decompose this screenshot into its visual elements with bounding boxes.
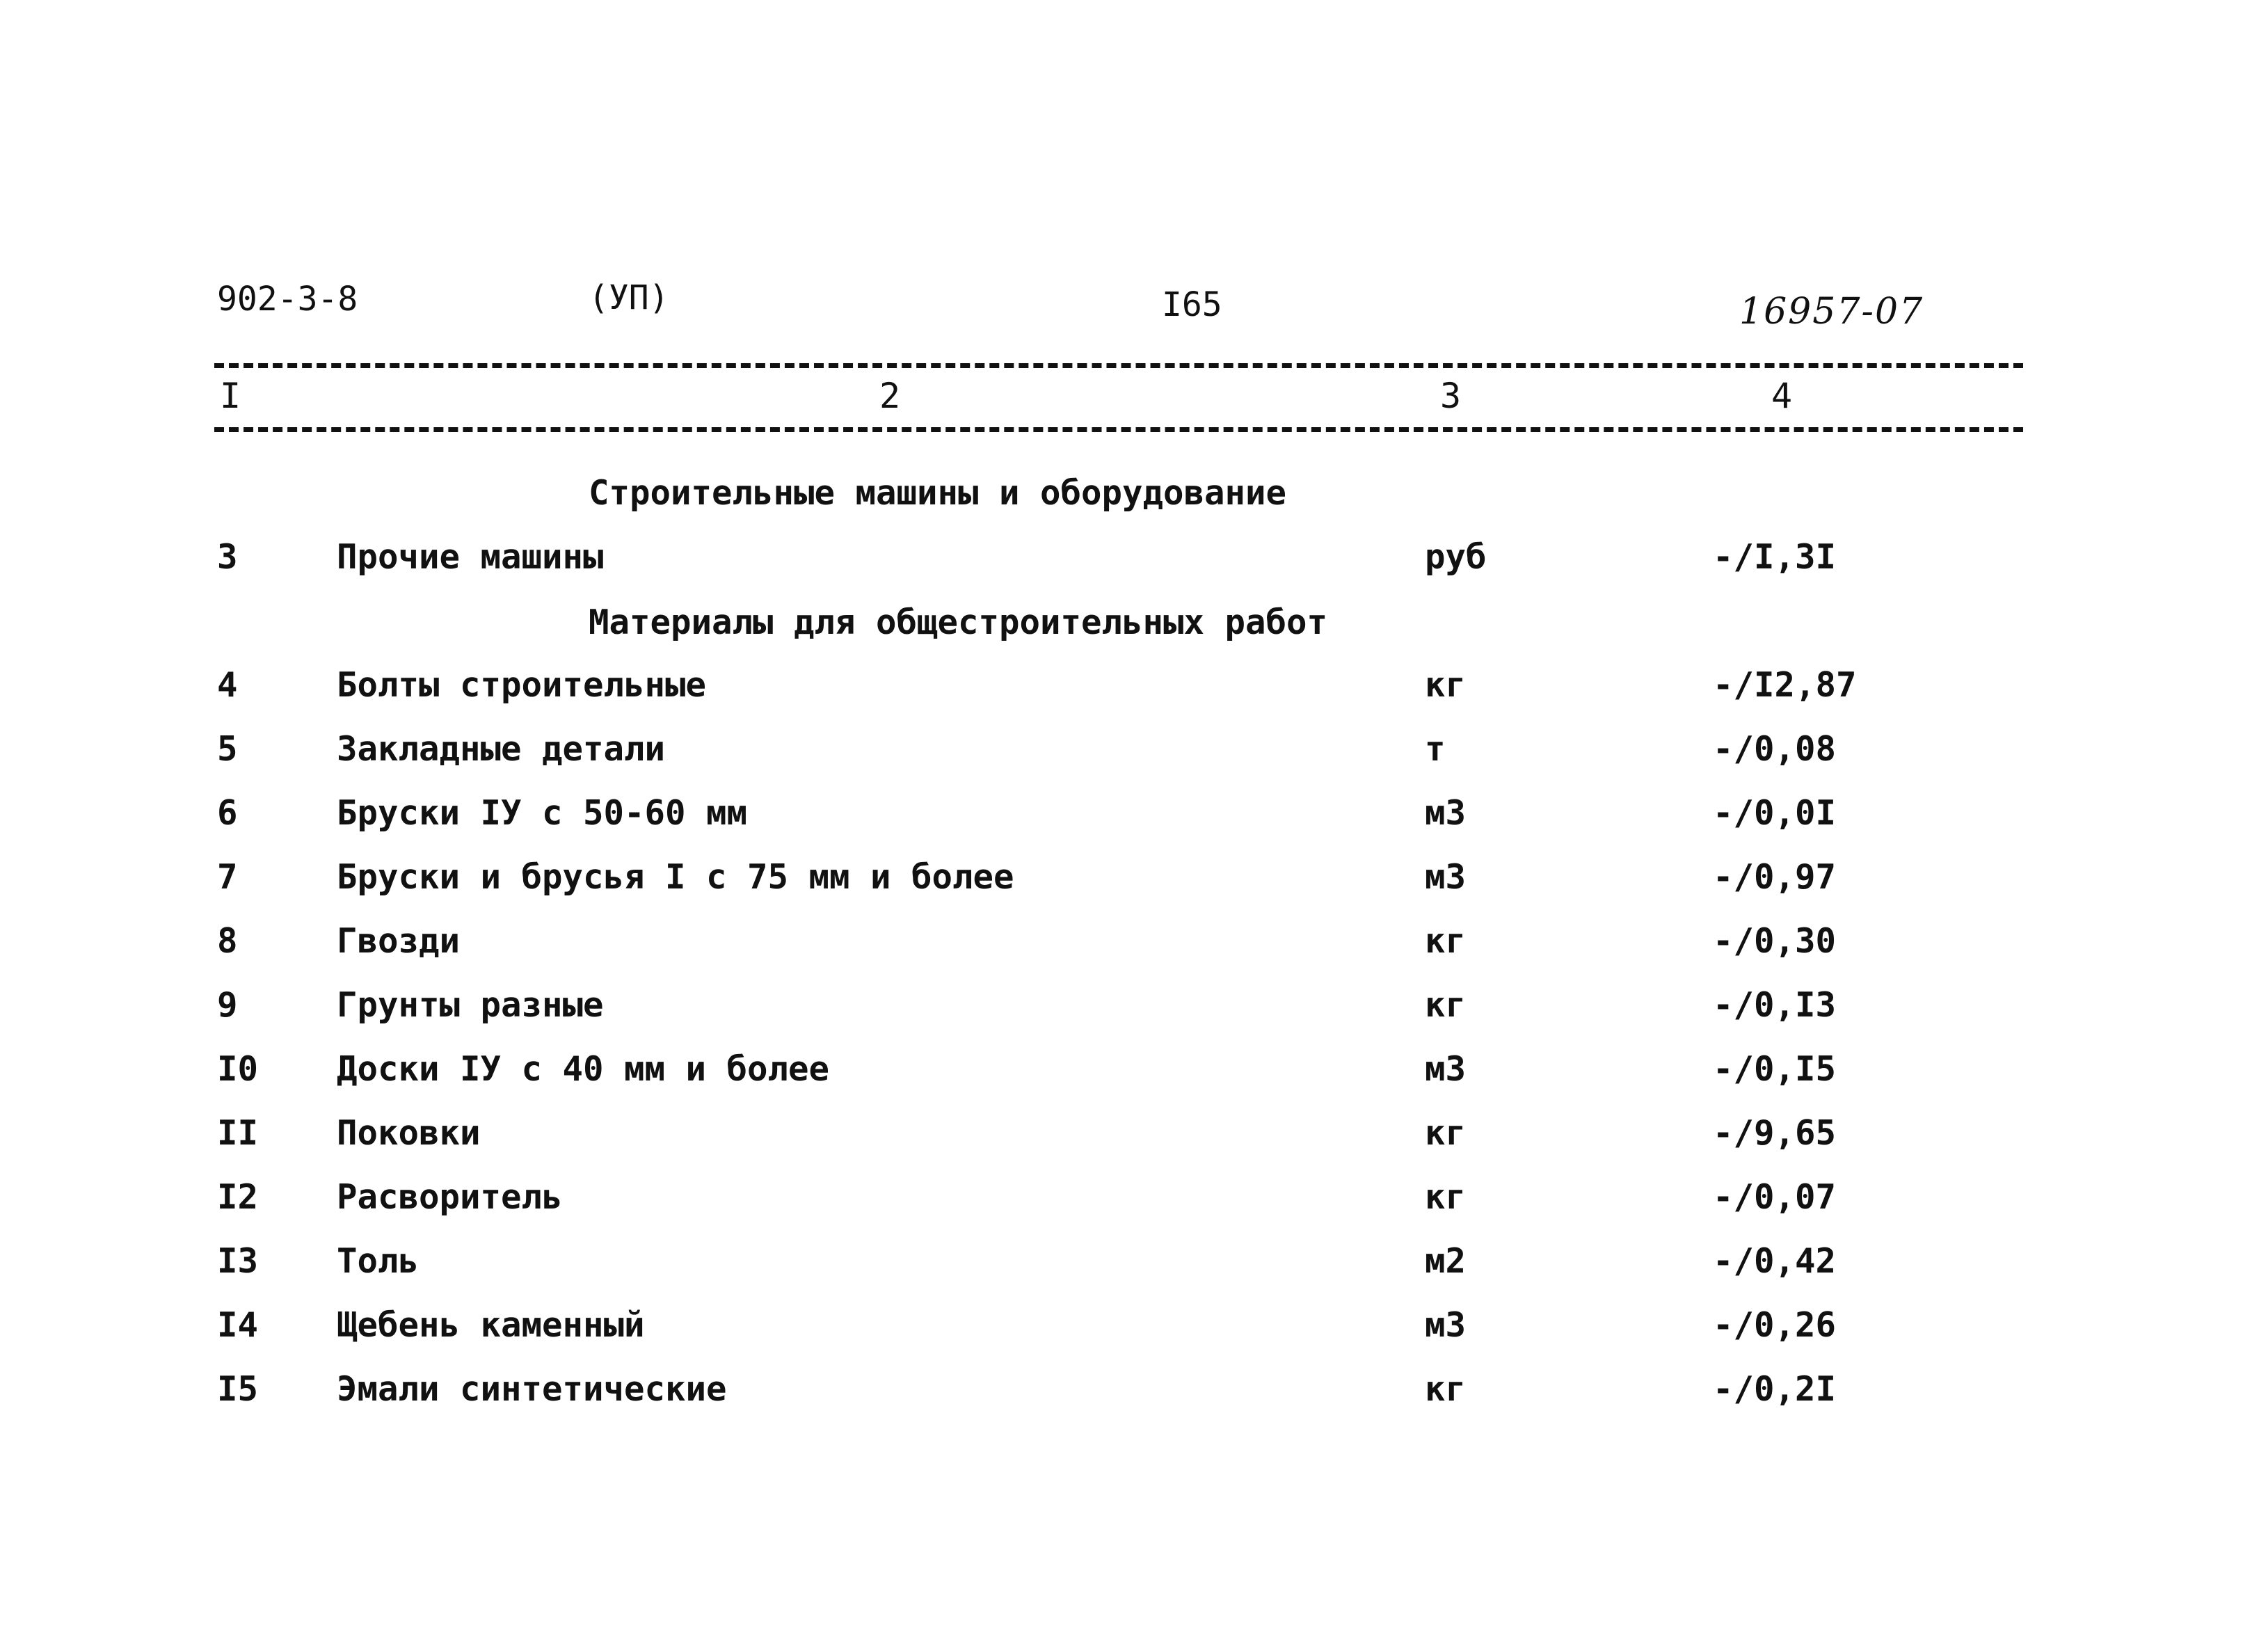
table-row	[0, 1049, 2268, 1105]
row-value: -/I2,87	[1713, 665, 1857, 705]
row-unit: кг	[1425, 985, 1467, 1025]
inventory-number: 16957-07	[1739, 291, 1924, 333]
row-number: II	[217, 1113, 259, 1153]
table-row	[0, 537, 2268, 593]
row-unit: руб	[1425, 537, 1487, 577]
row-number: I0	[217, 1049, 259, 1089]
row-name: Доски IУ с 40 мм и более	[337, 1049, 830, 1089]
table-row	[0, 857, 2268, 913]
row-unit: кг	[1425, 1369, 1467, 1409]
row-number: I5	[217, 1369, 259, 1409]
row-unit: кг	[1425, 1113, 1467, 1153]
row-value: -/0,97	[1713, 857, 1837, 897]
row-value: -/0,42	[1713, 1241, 1837, 1281]
row-name: Поковки	[337, 1113, 481, 1153]
row-value: -/0,2I	[1713, 1369, 1837, 1409]
row-value: -/I,3I	[1713, 537, 1837, 577]
table-row	[0, 1305, 2268, 1361]
row-name: Толь	[337, 1241, 420, 1281]
row-value: -/0,0I	[1713, 793, 1837, 833]
row-name: Бруски IУ с 50-60 мм	[337, 793, 748, 833]
row-value: -/0,I5	[1713, 1049, 1837, 1089]
row-number: I2	[217, 1177, 259, 1217]
page-number: I65	[1162, 285, 1222, 324]
row-unit: кг	[1425, 1177, 1467, 1217]
row-value: -/9,65	[1713, 1113, 1837, 1153]
row-number: I3	[217, 1241, 259, 1281]
row-name: Бруски и брусья I с 75 мм и более	[337, 857, 1014, 897]
row-unit: м3	[1425, 1049, 1467, 1089]
bottom-dashed-rule	[214, 427, 2023, 432]
row-number: I4	[217, 1305, 259, 1345]
row-name: Грунты разные	[337, 985, 604, 1025]
row-name: Гвозди	[337, 921, 461, 961]
row-unit: кг	[1425, 921, 1467, 961]
row-value: -/0,30	[1713, 921, 1837, 961]
table-row	[0, 921, 2268, 977]
table-row	[0, 665, 2268, 721]
row-number: 5	[217, 729, 238, 769]
row-unit: м2	[1425, 1241, 1467, 1281]
row-number: 9	[217, 985, 238, 1025]
doc-code: 902-3-8	[217, 280, 358, 319]
top-dashed-rule	[214, 363, 2023, 368]
row-unit: кг	[1425, 665, 1467, 705]
row-value: -/0,08	[1713, 729, 1837, 769]
table-row	[0, 1113, 2268, 1169]
table-row	[0, 1241, 2268, 1297]
table-row	[0, 1369, 2268, 1425]
row-unit: м3	[1425, 857, 1467, 897]
section-title: Материалы для общестроительных работ	[589, 603, 1328, 642]
row-name: Прочие машины	[337, 537, 604, 577]
row-number: 4	[217, 665, 238, 705]
table-row	[0, 793, 2268, 849]
row-name: Болты строительные	[337, 665, 707, 705]
row-name: Эмали синтетические	[337, 1369, 727, 1409]
column-number-3: 3	[1440, 376, 1462, 416]
row-value: -/0,26	[1713, 1305, 1837, 1345]
table-row	[0, 985, 2268, 1041]
column-number-1: I	[220, 376, 241, 416]
row-unit: т	[1425, 729, 1446, 769]
row-number: 7	[217, 857, 238, 897]
table-row	[0, 1177, 2268, 1233]
table-row	[0, 729, 2268, 785]
row-number: 3	[217, 537, 238, 577]
row-number: 6	[217, 793, 238, 833]
row-name: Расворитель	[337, 1177, 563, 1217]
row-name: Щебень каменный	[337, 1305, 645, 1345]
column-number-2: 2	[879, 376, 901, 416]
row-number: 8	[217, 921, 238, 961]
series-code: (УП)	[589, 278, 669, 317]
row-unit: м3	[1425, 793, 1467, 833]
section-title: Строительные машины и оборудование	[589, 473, 1287, 513]
column-number-4: 4	[1771, 376, 1793, 416]
row-value: -/0,I3	[1713, 985, 1837, 1025]
row-name: Закладные детали	[337, 729, 666, 769]
row-value: -/0,07	[1713, 1177, 1837, 1217]
row-unit: м3	[1425, 1305, 1467, 1345]
